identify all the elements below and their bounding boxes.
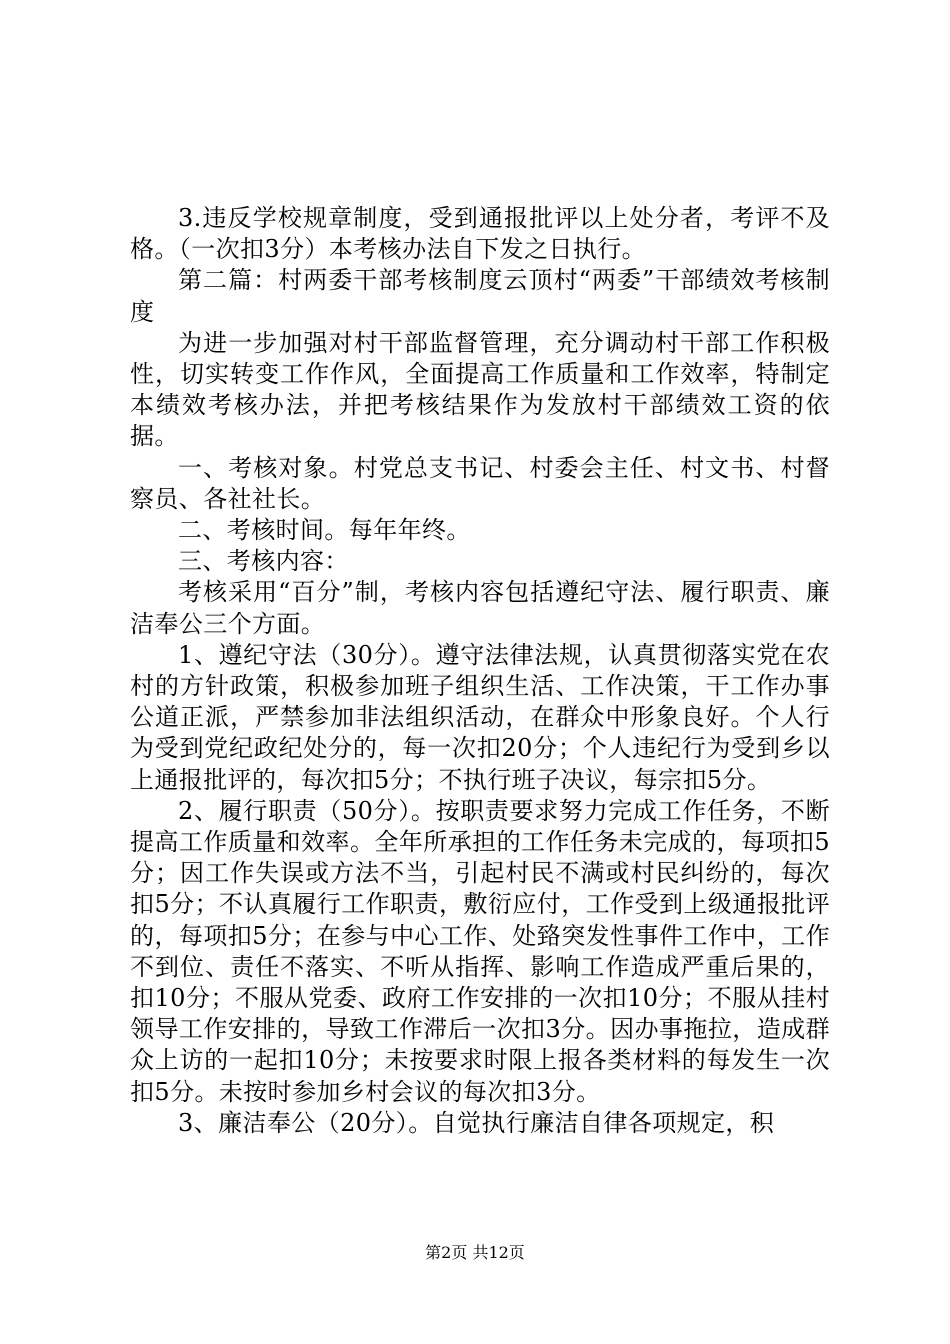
document-body bbox=[130, 203, 830, 1139]
paragraph-rule-3: 3.违反学校规章制度，受到通报批评以上处分者，考评不及格。（一次扣3分）本考核办法自下发之日执行。 bbox=[130, 204, 830, 264]
page-number-footer: 第2页 共12页 bbox=[425, 1243, 525, 1262]
paragraph-assessment-target: 一、考核对象。村党总支书记、村委会主任、村文书、村督察员、各社社长。 bbox=[130, 453, 830, 513]
section-title: 第二篇：村两委干部考核制度云顶村“两委”干部绩效考核制度 bbox=[130, 266, 830, 326]
paragraph-assessment-time: 二、考核时间。每年年终。 bbox=[178, 516, 471, 545]
paragraph-law-compliance: 1、遵纪守法（30分）。遵守法律法规，认真贯彻落实党在农村的方针政策，积极参加班子组织生活、工作决策，干工作办事公道正派，严禁参加非法组织活动，在群众中形象良好。个人行为受到党纪政纪处分的，每一次扣20分；个人违纪行为受到乡以上通报批评的，每次扣5分；不执行班子决议，每宗扣5分。 bbox=[130, 640, 830, 794]
paragraph-scoring-system: 考核采用“百分”制，考核内容包括遵纪守法、履行职责、廉洁奉公三个方面。 bbox=[130, 578, 830, 638]
paragraph-integrity: 3、廉洁奉公（20分）。自觉执行廉洁自律各项规定，积 bbox=[178, 1108, 775, 1137]
paragraph-intro: 为进一步加强对村干部监督管理，充分调动村干部工作积极性，切实转变工作作风，全面提高工作质量和工作效率，特制定本绩效考核办法，并把考核结果作为发放村干部绩效工资的依据。 bbox=[130, 328, 830, 451]
paragraph-duty-performance: 2、履行职责（50分）。按职责要求努力完成工作任务，不断提高工作质量和效率。全年所承担的工作任务未完成的，每项扣5分；因工作失误或方法不当，引起村民不满或村民纠纷的，每次扣5分；不认真履行工作职责，敷衍应付，工作受到上级通报批评的，每项扣5分；在参与中心工作、处臵突发性事件工作中，工作不到位、责任不落实、不听从指挥、影响工作造成严重后果的，扣10分；不服从党委、政府工作安排的一次扣10分；不服从挂村领导工作安排的，导致工作滞后一次扣3分。因办事拖拉，造成群众上访的一起扣10分；未按要求时限上报各类材料的每发生一次扣5分。未按时参加乡村会议的每次扣3分。 bbox=[130, 796, 830, 1106]
paragraph-assessment-content-heading: 三、考核内容： bbox=[178, 547, 349, 576]
